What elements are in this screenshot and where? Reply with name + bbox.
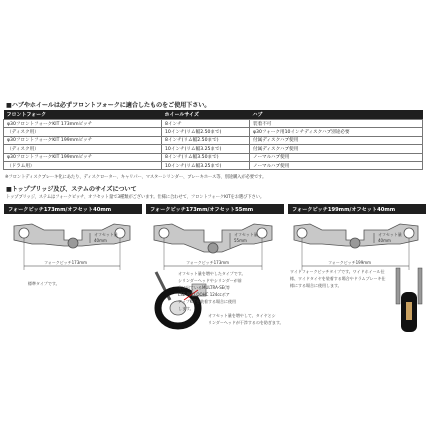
top-bridge-diagram xyxy=(4,216,142,286)
pitch-label: フォークピッチ199mm xyxy=(328,260,372,265)
pitch-label: フォークピッチ173mm xyxy=(186,260,230,265)
cell-fork: （ドラム用） xyxy=(4,161,162,169)
table-row xyxy=(4,145,423,153)
cell-wheel-size: 10インチ(リム幅3.25まで) xyxy=(162,161,250,169)
wheel-compat-heading: ■ハブやホイールは必ずフロントフォークに適合したものをご使用下さい。 xyxy=(6,102,211,109)
panel-173-55 xyxy=(146,204,284,344)
cell-wheel-size: 8インチ xyxy=(162,120,250,128)
cell-fork: φ30フロントフォークKIT 173mmピッチ xyxy=(4,120,162,128)
offset-value: 40mm xyxy=(378,238,391,243)
table-row xyxy=(4,153,423,161)
table-row xyxy=(4,120,423,128)
col-header-wheel-size: ホイールサイズ xyxy=(162,110,250,120)
cell-hub: φ30フォーク用10インチディスクハブ別途必要 xyxy=(250,128,423,136)
cell-hub: ノーマルハブ使用 xyxy=(250,161,423,169)
cell-wheel-size: 8インチ(リム幅2.50まで) xyxy=(162,136,250,144)
offset-value: 40mm xyxy=(94,238,107,243)
wide-wheel-illustration xyxy=(394,266,424,336)
panel-description: ワイドフォークピッチタイプです。ワイドホイール仕 様、ワイドタイヤを装着する場合やドラムブレーキ仕 様にする場合に使用します。 xyxy=(290,269,386,288)
offset-label: オフセット量 xyxy=(378,232,402,237)
cell-wheel-size: 10インチ(リム幅3.25まで) xyxy=(162,145,250,153)
cell-fork: （ディスク用） xyxy=(4,128,162,136)
cell-hub: 装着不可 xyxy=(250,120,423,128)
cell-hub: ノーマルハブ使用 xyxy=(250,153,423,161)
panel-title: フォークピッチ173mm/オフセット55mm xyxy=(146,204,284,214)
pitch-label: フォークピッチ173mm xyxy=(44,260,88,265)
panel-description: 標準タイプです。 xyxy=(28,281,60,286)
col-header-hub: ハブ xyxy=(250,110,423,120)
offset-label: オフセット量 xyxy=(234,232,258,237)
cell-fork: （ディスク用） xyxy=(4,145,162,153)
table-row xyxy=(4,136,423,144)
table-header-row xyxy=(4,110,423,120)
panel-title: フォークピッチ173mm/オフセット40mm xyxy=(4,204,142,214)
offset-label: オフセット量 xyxy=(94,232,118,237)
table-footnote: ※フロントディスクブレーキ化にあたり、ディスクローター、キャリパー、マスターシリンダー、ブレーキホース等、別途購入が必要です。 xyxy=(5,175,267,180)
cell-wheel-size: 10インチ(リム幅2.50まで) xyxy=(162,128,250,136)
panel-description: オフセット量を増やしたタイプです。 シリンダーヘッドやシリンダーが前 方に出ているMULTRA-SE(等 LSE-PRO,OOHC 124ccボア アップKITを装着する場合に使用 します。 xyxy=(178,271,246,311)
cell-hub: 付属ディスクハブ使用 xyxy=(250,136,423,144)
panel-description-2: オフセット量を増やして、タイヤとシ リンダーヘッドが干渉するのを防ぎます。 xyxy=(208,313,284,325)
cell-hub: 付属ディスクハブ使用 xyxy=(250,145,423,153)
cell-wheel-size: 8インチ(リム幅3.50まで) xyxy=(162,153,250,161)
compatibility-table xyxy=(3,110,423,170)
panel-173-40 xyxy=(4,204,142,344)
col-header-fork: フロントフォーク xyxy=(4,110,162,120)
table-row xyxy=(4,161,423,169)
panel-title: フォークピッチ199mm/オフセット40mm xyxy=(288,204,426,214)
cell-fork: φ30フロントフォークKIT 199mmピッチ xyxy=(4,136,162,144)
offset-value: 55mm xyxy=(234,238,247,243)
table-row xyxy=(4,128,423,136)
cell-fork: φ30フロントフォークKIT 199mmピッチ xyxy=(4,153,162,161)
panel-199-40 xyxy=(288,204,426,344)
bridge-stem-heading: ■トップブリッジ及び、ステムのサイズについて xyxy=(6,186,137,193)
bridge-stem-intro: トップブリッジ、ステムはフォークピッチ、オフセット量で3種類がございます。仕様に合わせて、フロントフォークKITをお選び下さい。 xyxy=(6,195,265,200)
